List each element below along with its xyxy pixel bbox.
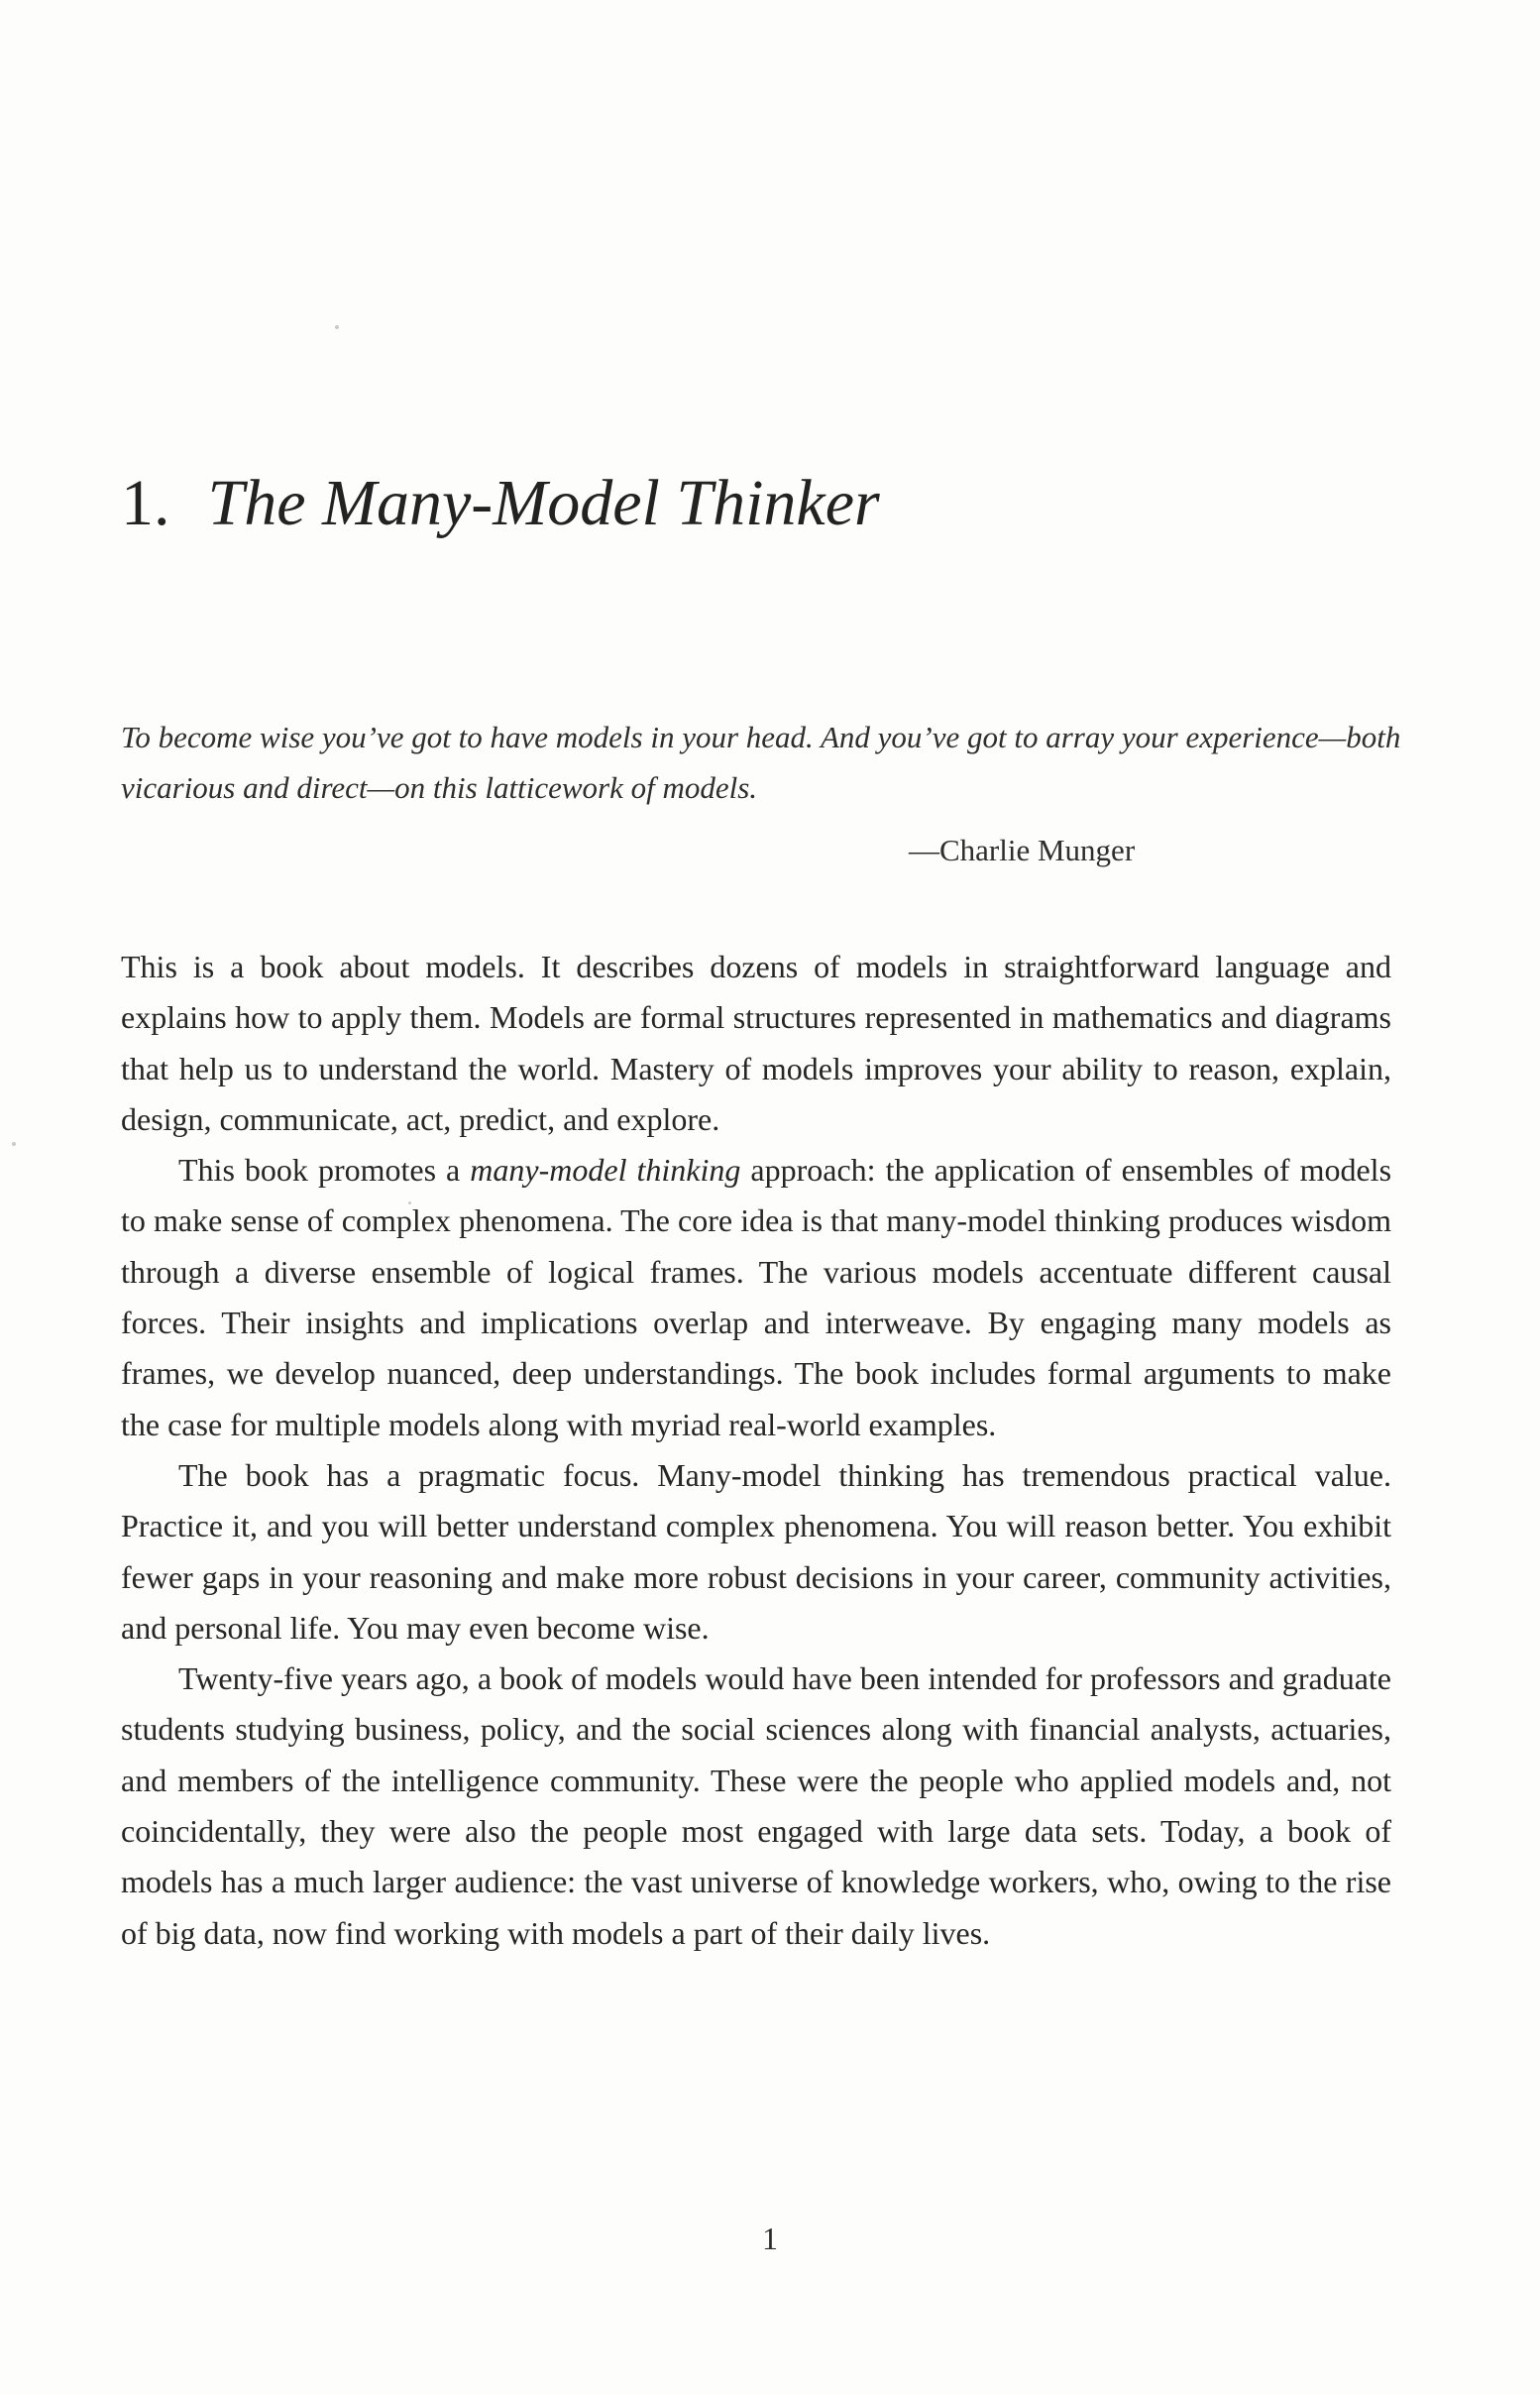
chapter-number: 1. xyxy=(121,467,170,539)
body-text xyxy=(121,942,1391,1959)
epigraph-attribution: —Charlie Munger xyxy=(909,833,1136,867)
scan-speck xyxy=(12,1142,16,1146)
emphasized-term: many-model thinking xyxy=(470,1152,741,1189)
epigraph-quote: To become wise you’ve got to have models in your head. And you’ve got to array your experience—both vicarious and direct—on this latticework of models. xyxy=(121,720,1401,805)
page-number: 1 xyxy=(762,2221,778,2256)
paragraph-text: This is a book about models. It describes dozens of models in straightforward language and explains how to apply them. Models are formal structures represented in mathematics and diagrams that help us to understand the world. Mastery of models improves your ability to reason, explain, design, communicate, act, predict, and explore. xyxy=(121,949,1391,1137)
paragraph xyxy=(121,1654,1391,1959)
paragraph xyxy=(121,1145,1391,1450)
paragraph xyxy=(121,942,1391,1145)
paragraph-text: This book promotes a xyxy=(178,1152,471,1189)
paragraph-text: approach: the application of ensembles of models to make sense of complex phenomena. The core idea is that many-model thinking produces wisdom through a diverse ensemble of logical frames. The various models accentuate different causal forces. Their insights and implications overlap and interweave. By engaging many models as frames, we develop nuanced, deep understandings. The book includes formal arguments to make the case for multiple models along with myriad real-world examples. xyxy=(121,1152,1392,1442)
scan-speck xyxy=(335,325,339,329)
chapter-title: The Many-Model Thinker xyxy=(207,467,880,539)
chapter-heading xyxy=(121,464,880,543)
paragraph xyxy=(121,1450,1391,1654)
paragraph-text: The book has a pragmatic focus. Many-model thinking has tremendous practical value. Practice it, and you will better understand complex phenomena. You will reason better. You exhibit fewer gaps in your reasoning and make more robust decisions in your career, community activities, and personal life. You may even become wise. xyxy=(121,1456,1391,1646)
paragraph-text: Twenty-five years ago, a book of models would have been intended for professors and graduate students studying business, policy, and the social sciences along with financial analysts, actuaries, and members of the intelligence community. These were the people who applied models and, not coincidentally, they were also the people most engaged with large data sets. Today, a book of models has a much larger audience: the vast universe of knowledge workers, who, owing to the rise of big data, now find working with models a part of their daily lives. xyxy=(121,1660,1391,1951)
